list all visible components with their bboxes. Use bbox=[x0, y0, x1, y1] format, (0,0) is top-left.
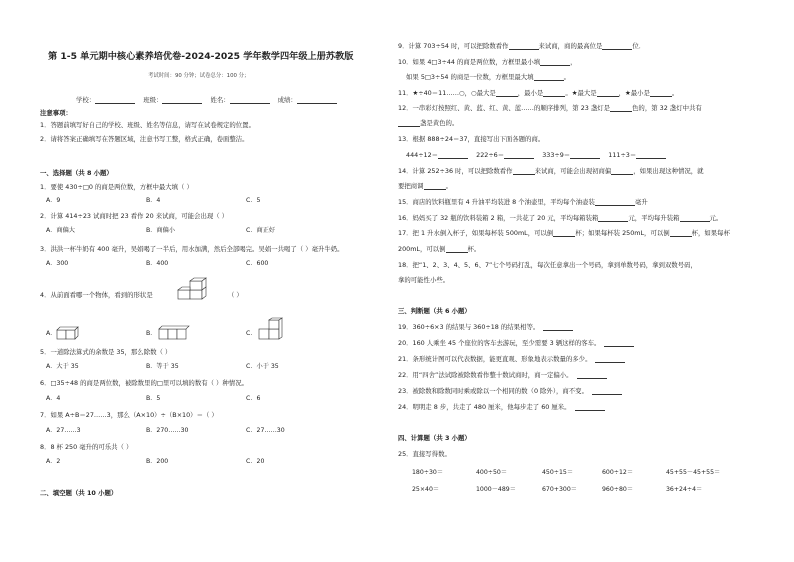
q14-blank-2[interactable] bbox=[611, 168, 633, 175]
q7-options bbox=[46, 427, 285, 435]
name-blank[interactable] bbox=[230, 97, 270, 104]
q2-option-c[interactable]: C．商正好 bbox=[246, 227, 276, 234]
note-1: 1．答题前填写好自己的学校、班级、姓名等信息，请写在试卷规定的位置。 bbox=[40, 121, 255, 129]
q6-option-b[interactable]: B．5 bbox=[146, 395, 161, 402]
q20-blank[interactable] bbox=[604, 340, 634, 347]
question-7: 7．如果 A÷B＝27……3，那么（A×10）÷（B×10）＝（ ） bbox=[40, 411, 218, 419]
q6-option-c[interactable]: C．6 bbox=[246, 395, 261, 402]
class-label: 班级： bbox=[143, 96, 163, 104]
question-5: 5．一道除法算式的余数是 35，那么除数（ ） bbox=[40, 348, 172, 356]
q5-option-a[interactable]: A．大于 35 bbox=[46, 363, 79, 370]
question-6: 6．□35÷48 的商是两位数，被除数里的□里可以填的数有（ ）种情况。 bbox=[40, 379, 248, 387]
q17-blank-2[interactable] bbox=[670, 230, 692, 237]
question-1: 1．要使 430÷□0 的商是两位数，方框中最大填（ ） bbox=[40, 183, 193, 191]
note-2: 2．请将答案正确填写在答题区域，注意书写工整，格式正确，卷面整洁。 bbox=[40, 135, 249, 143]
question-18-b: 拿的可能性小些。 bbox=[398, 276, 450, 284]
score-label: 成绩： bbox=[277, 96, 297, 104]
question-21: 21．条形统计图可以代表数据，能更直观、形象地表示数量的多少。 bbox=[398, 355, 625, 363]
question-16: 16．妈妈买了 32 瓶的饮料装箱 2 箱，一共花了 20 元，平均每箱装箱 元，平均每升装箱 元。 bbox=[398, 214, 723, 222]
student-info-row bbox=[76, 96, 337, 104]
question-8: 8．8 杯 250 毫升的可乐共（ ） bbox=[40, 443, 133, 451]
q17-blank-1[interactable] bbox=[553, 230, 575, 237]
school-label: 学校： bbox=[76, 96, 96, 104]
q4-paren: （ ） bbox=[228, 291, 243, 299]
q16-blank-1[interactable] bbox=[598, 215, 628, 222]
q13-blank-1[interactable] bbox=[438, 152, 468, 159]
q10-blank-2[interactable] bbox=[534, 74, 564, 81]
option-c-figure bbox=[258, 318, 292, 340]
calc-item[interactable]: 180÷30＝ bbox=[412, 469, 444, 476]
q4-text: 4．从前面看哪一个物体，看到的形状是 bbox=[40, 291, 153, 299]
question-18-a: 18．把“1、2、3、4、5、6、7”七个号码打乱，每次任意拿出一个号码，拿到单数号码，拿到双数号码， bbox=[398, 261, 697, 269]
question-25: 25．直接写得数。 bbox=[398, 450, 451, 458]
calc-item[interactable]: 960÷80＝ bbox=[602, 486, 634, 493]
question-2: 2．计算 414÷23 试商时把 23 看作 20 来试商，可能会出现（ ） bbox=[40, 212, 229, 220]
question-10-a: 10．如果 4□3÷44 的商是两位数，方框里最小填 ， bbox=[398, 58, 577, 66]
option-a-figure bbox=[56, 326, 86, 340]
q24-blank[interactable] bbox=[575, 404, 605, 411]
class-blank[interactable] bbox=[162, 97, 202, 104]
calc-item[interactable]: 45+55－45+55＝ bbox=[666, 469, 721, 476]
q1-option-c[interactable]: C．5 bbox=[246, 197, 261, 204]
q11-blank-1[interactable] bbox=[496, 90, 518, 97]
q2-options bbox=[46, 227, 275, 235]
question-19: 19．360÷6×3 的结果与 360÷18 的结果相等。 bbox=[398, 323, 573, 331]
q7-option-c[interactable]: C．27……30 bbox=[246, 427, 285, 434]
q13-blank-2[interactable] bbox=[504, 152, 534, 159]
q13-items: 444÷12＝ 222÷6＝ 333÷9＝ 111÷3＝ bbox=[406, 151, 666, 159]
q9-blank-1[interactable] bbox=[509, 43, 539, 50]
calc-item[interactable]: 25×40＝ bbox=[412, 486, 440, 493]
q11-blank-4[interactable] bbox=[650, 90, 672, 97]
q9-blank-2[interactable] bbox=[602, 43, 632, 50]
q2-option-b[interactable]: B．商偏小 bbox=[146, 227, 175, 234]
question-3: 3．洪洪一杯牛奶有 400 毫升，吴娟喝了一半后，用水加满，然后全部喝完。吴娟一共喝了（ ）毫升牛奶。 bbox=[40, 245, 344, 253]
calc-item[interactable]: 670+300＝ bbox=[542, 486, 577, 493]
q8-option-c[interactable]: C．20 bbox=[246, 458, 265, 465]
q1-option-a[interactable]: A．9 bbox=[46, 197, 61, 204]
q13-blank-4[interactable] bbox=[636, 152, 666, 159]
q3-options bbox=[46, 260, 268, 268]
q22-blank[interactable] bbox=[577, 372, 607, 379]
calc-item[interactable]: 450÷15＝ bbox=[542, 469, 574, 476]
q5-option-c[interactable]: C．小于 35 bbox=[246, 363, 279, 370]
question-23: 23．被除数和除数同时乘或除以一个相同的数（0 除外），商不变。 bbox=[398, 387, 622, 395]
question-9: 9．计算 703÷54 时，可以把除数看作 来试商，商的最高位是 位． bbox=[398, 42, 646, 50]
q7-option-a[interactable]: A．27……3 bbox=[46, 427, 81, 434]
question-17-b: 200mL，可以倒 杯。 bbox=[398, 245, 481, 253]
q3-option-a[interactable]: A．300 bbox=[46, 260, 69, 267]
q14-blank-3[interactable] bbox=[424, 183, 446, 190]
q4-option-c[interactable]: C． bbox=[246, 330, 257, 337]
section4-title: 四、计算题（共 3 小题） bbox=[398, 434, 471, 442]
school-blank[interactable] bbox=[95, 97, 135, 104]
q10-blank-1[interactable] bbox=[540, 59, 570, 66]
question-24: 24．明明走 8 步，共走了 480 厘米，他每步走了 60 厘米。 bbox=[398, 403, 605, 411]
question-12-b: 盏是黄色的。 bbox=[398, 119, 458, 127]
question-17-a: 17．把 1 升水倒入杯子，如果每杯装 500mL，可以倒 杯；如果每杯装 250mL，可以倒 杯，如果每杯 bbox=[398, 229, 730, 237]
calc-item[interactable]: 600÷12＝ bbox=[602, 469, 634, 476]
q3-option-c[interactable]: C．600 bbox=[246, 260, 269, 267]
q8-option-b[interactable]: B．200 bbox=[146, 458, 169, 465]
q5-option-b[interactable]: B．等于 35 bbox=[146, 363, 179, 370]
q17-blank-3[interactable] bbox=[446, 246, 468, 253]
q3-option-b[interactable]: B．400 bbox=[146, 260, 169, 267]
question-22: 22．用“四舍”法试除被除数看作整十数试商时，商一定偏小。 bbox=[398, 371, 607, 379]
section2-title: 二、填空题（共 10 小题） bbox=[40, 489, 118, 497]
q1-option-b[interactable]: B．4 bbox=[146, 197, 161, 204]
question-15: 15．商店的饮料瓶里有 4 升油平均装进 8 个油壶里，平均每个油壶装 毫升 bbox=[398, 198, 648, 206]
calc-item[interactable]: 400÷50＝ bbox=[476, 469, 508, 476]
q8-options bbox=[46, 458, 264, 466]
q14-blank-1[interactable] bbox=[513, 168, 535, 175]
q8-option-a[interactable]: A．2 bbox=[46, 458, 61, 465]
q4-option-b[interactable]: B． bbox=[146, 330, 157, 337]
q12-blank-2[interactable] bbox=[398, 120, 420, 127]
q5-options bbox=[46, 363, 279, 371]
exam-title: 第 1-5 单元期中核心素养培优卷-2024-2025 学年数学四年级上册苏教版 bbox=[48, 51, 354, 62]
q23-blank[interactable] bbox=[592, 388, 622, 395]
calc-item[interactable]: 1000－489＝ bbox=[476, 486, 516, 493]
stacked-cubes-figure bbox=[177, 278, 217, 300]
q13-blank-3[interactable] bbox=[570, 152, 600, 159]
question-10-b: 如果 5□3÷54 的商是一位数，方框里最大填 。 bbox=[406, 73, 570, 81]
q11-blank-3[interactable] bbox=[597, 90, 619, 97]
q4-option-a[interactable]: A． bbox=[46, 330, 57, 337]
question-13: 13．根据 888÷24＝37，直接写出下面各题的商。 bbox=[398, 135, 545, 143]
question-4 bbox=[40, 291, 153, 299]
q2-option-a[interactable]: A．商偏大 bbox=[46, 227, 75, 234]
score-blank[interactable] bbox=[297, 97, 337, 104]
exam-info: 考试时间：90 分钟；试卷总分：100 分； bbox=[148, 73, 250, 79]
q11-blank-2[interactable] bbox=[543, 90, 565, 97]
q19-blank[interactable] bbox=[543, 324, 573, 331]
question-20: 20．160 人乘坐 45 个座位的客车去游玩，至少需要 3 辆这样的客车。 bbox=[398, 339, 634, 347]
q6-options bbox=[46, 395, 260, 403]
option-b-figure bbox=[158, 324, 190, 340]
q16-blank-2[interactable] bbox=[680, 215, 710, 222]
notes-title: 注意事项： bbox=[40, 109, 72, 117]
question-14-a: 14．计算 252÷36 时，可以把除数看作 来试商，可能会出现初商偏 ，如果出现这种情况，就 bbox=[398, 167, 704, 175]
section1-title: 一、选择题（共 8 小题） bbox=[40, 169, 113, 177]
q15-blank[interactable] bbox=[595, 199, 635, 206]
question-11: 11．★÷40＝11……○，○最大是 ，最小是 。★最大是 ，★最小是 。 bbox=[398, 89, 679, 97]
q1-options bbox=[46, 197, 260, 205]
question-14-b: 要把商调 。 bbox=[398, 182, 452, 190]
q12-blank-1[interactable] bbox=[610, 105, 632, 112]
calc-item[interactable]: 36+24÷4＝ bbox=[666, 486, 703, 493]
question-12-a: 12．一串彩灯按照红、黄、蓝、红、黄、蓝……的顺序排列，第 23 盏灯是 色的，第 32 盏灯中共有 bbox=[398, 104, 702, 112]
q21-blank[interactable] bbox=[595, 356, 625, 363]
section3-title: 三、判断题（共 6 小题） bbox=[398, 307, 471, 315]
q7-option-b[interactable]: B．270……30 bbox=[146, 427, 189, 434]
q6-option-a[interactable]: A．4 bbox=[46, 395, 61, 402]
name-label: 姓名： bbox=[210, 96, 230, 104]
